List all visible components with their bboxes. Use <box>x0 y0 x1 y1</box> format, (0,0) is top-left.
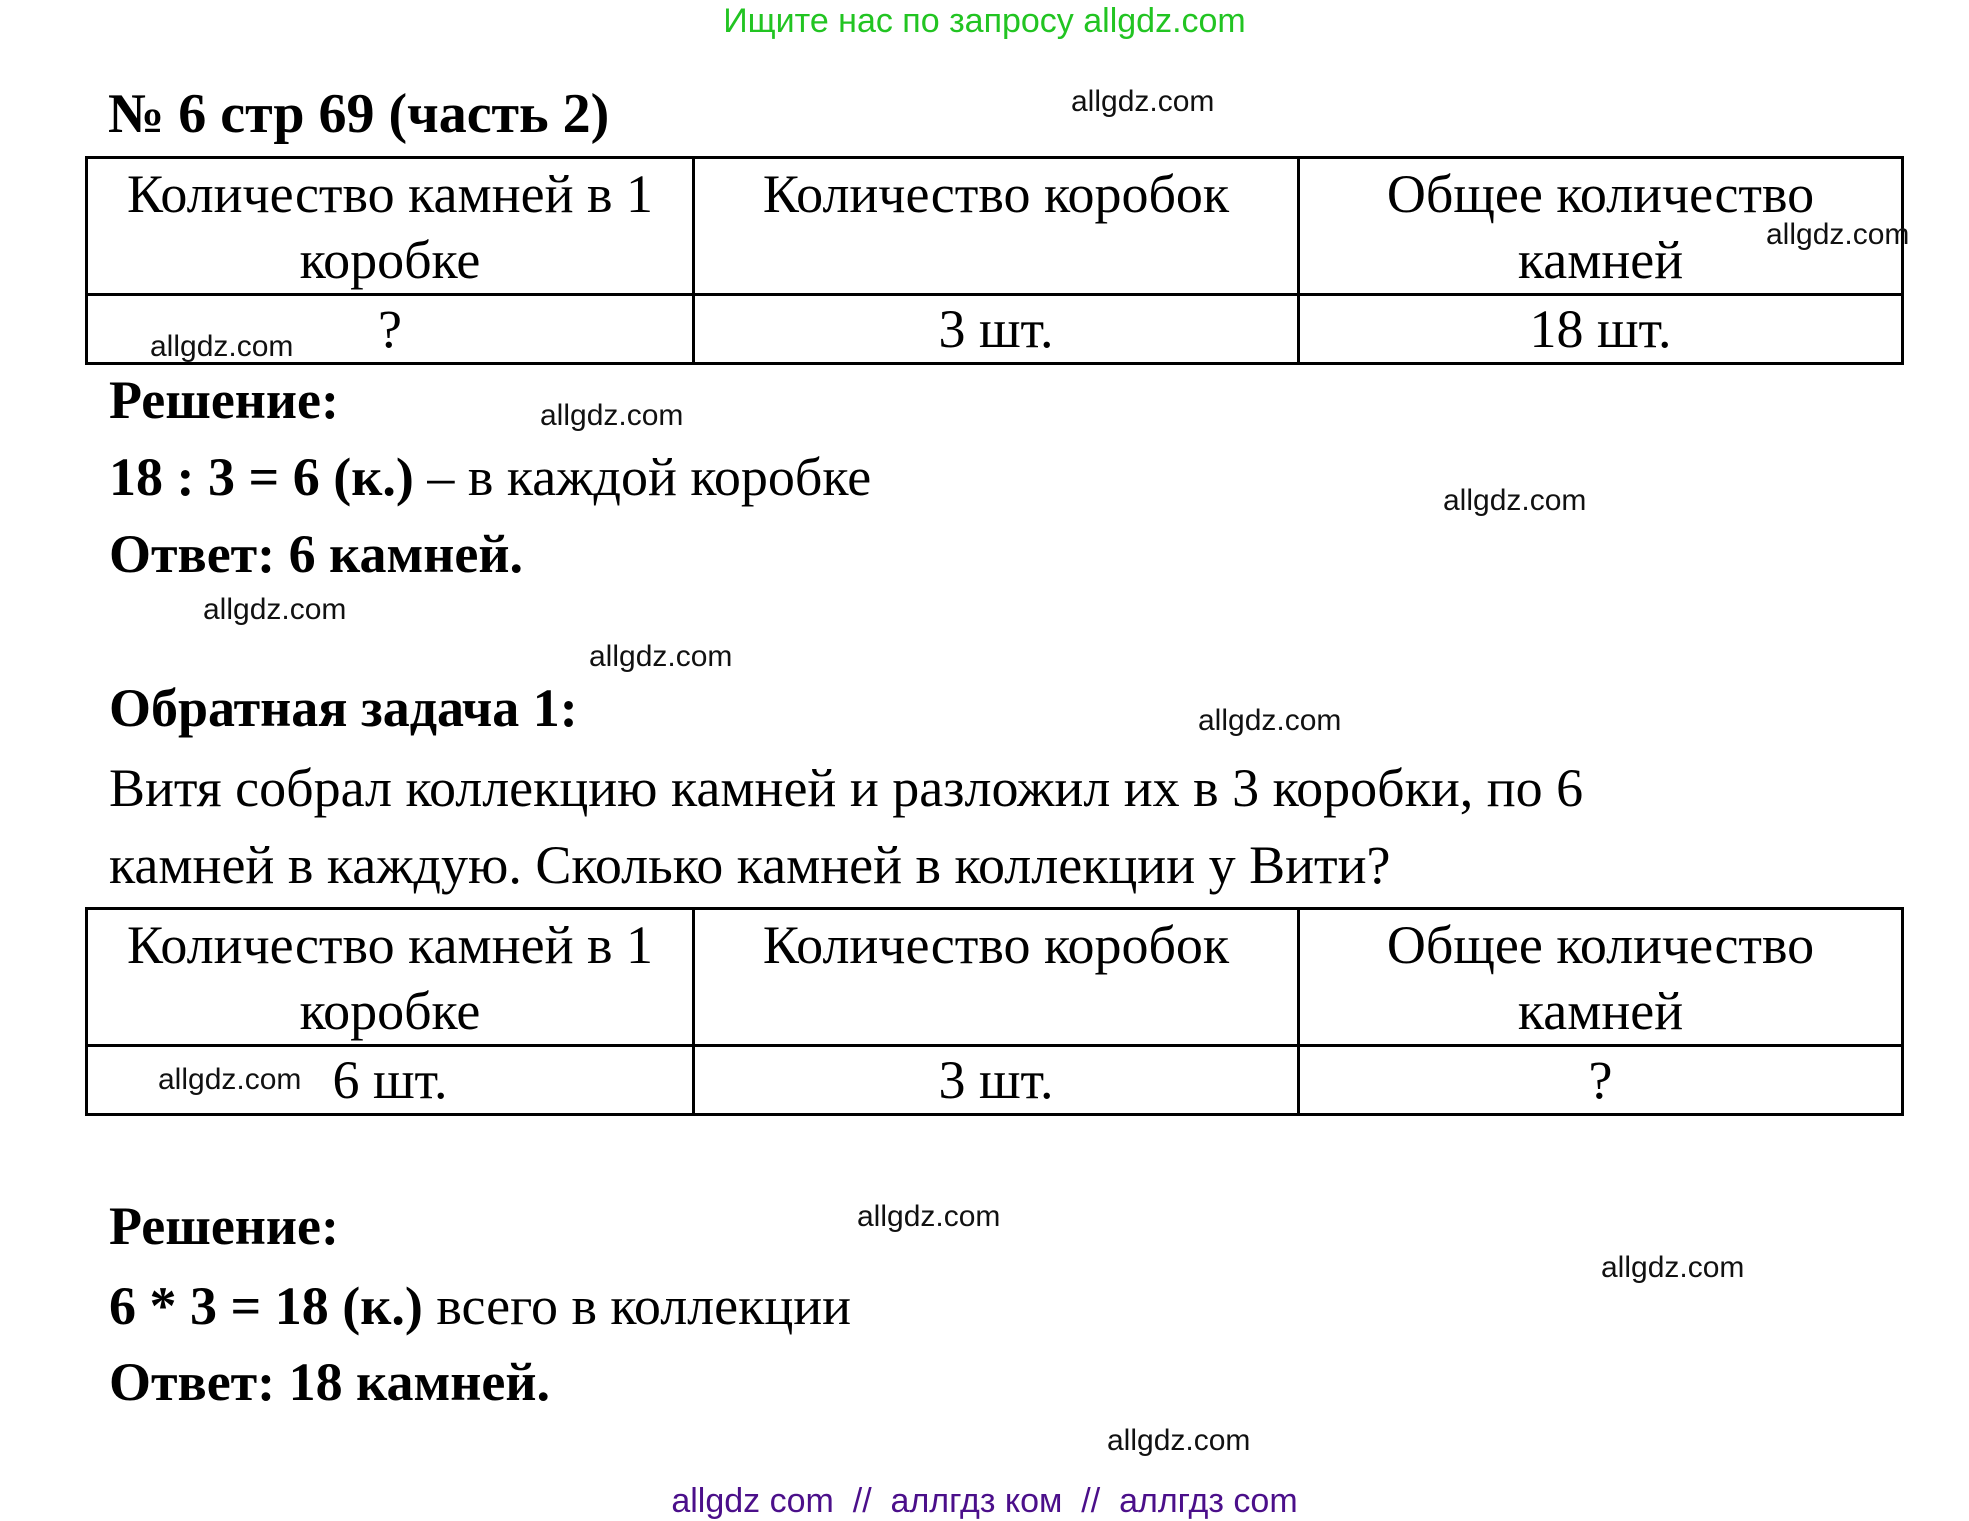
solution-note: всего в коллекции <box>422 1276 852 1336</box>
watermark: allgdz.com <box>1443 484 1587 517</box>
search-banner: Ищите нас по запросу allgdz.com <box>723 2 1246 40</box>
inverse-task-text-line-2: камней в каждую. Сколько камней в коллекции у Вити? <box>109 835 1391 895</box>
watermark: allgdz.com <box>203 593 347 626</box>
header-stones-per-box: Количество камней в 1 коробке <box>87 158 694 295</box>
watermark: allgdz.com <box>1107 1424 1251 1457</box>
answer-line: Ответ: 6 камней. <box>109 524 523 584</box>
data-table-2 <box>85 907 1904 1116</box>
solution-label: Решение: <box>109 1196 339 1256</box>
watermark: allgdz.com <box>1766 218 1910 251</box>
solution-equation-line <box>109 445 871 509</box>
value-box-count: 3 шт. <box>694 1046 1299 1115</box>
solution-note: – в каждой коробке <box>413 447 872 507</box>
header-box-count: Количество коробок <box>694 909 1299 1046</box>
answer-line: Ответ: 18 камней. <box>109 1352 550 1412</box>
watermark: allgdz.com <box>150 330 294 363</box>
watermark: allgdz.com <box>1071 85 1215 118</box>
table-row <box>87 1046 1903 1115</box>
inverse-task-label: Обратная задача 1: <box>109 678 578 738</box>
data-table-1 <box>85 156 1904 365</box>
solution-equation: 6 * 3 = 18 (к.) <box>109 1276 423 1336</box>
value-total-stones: ? <box>1299 1046 1903 1115</box>
value-total-stones: 18 шт. <box>1299 295 1903 364</box>
watermark: allgdz.com <box>857 1200 1001 1233</box>
header-stones-per-box: Количество камней в 1 коробке <box>87 909 694 1046</box>
watermark: allgdz.com <box>1198 704 1342 737</box>
header-total-stones: Общее количество камней <box>1299 909 1903 1046</box>
watermark: allgdz.com <box>158 1063 302 1096</box>
table-header-row <box>87 158 1903 295</box>
header-total-stones: Общее количество камней <box>1299 158 1903 295</box>
table-row <box>87 295 1903 364</box>
solution-equation: 18 : 3 = 6 (к.) <box>109 447 414 507</box>
header-box-count: Количество коробок <box>694 158 1299 295</box>
solution-label: Решение: <box>109 370 339 430</box>
value-stones-per-box: 6 шт. <box>87 1046 694 1115</box>
watermark: allgdz.com <box>540 399 684 432</box>
footer-links: allgdz com // аллгдз ком // аллгдз com <box>671 1482 1298 1520</box>
solution-equation-line <box>109 1274 851 1338</box>
value-box-count: 3 шт. <box>694 295 1299 364</box>
watermark: allgdz.com <box>589 640 733 673</box>
table-header-row <box>87 909 1903 1046</box>
value-stones-per-box: ? <box>87 295 694 364</box>
watermark: allgdz.com <box>1601 1251 1745 1284</box>
page-title: № 6 стр 69 (часть 2) <box>108 83 610 145</box>
inverse-task-text-line-1: Витя собрал коллекцию камней и разложил их в 3 коробки, по 6 <box>109 758 1584 818</box>
